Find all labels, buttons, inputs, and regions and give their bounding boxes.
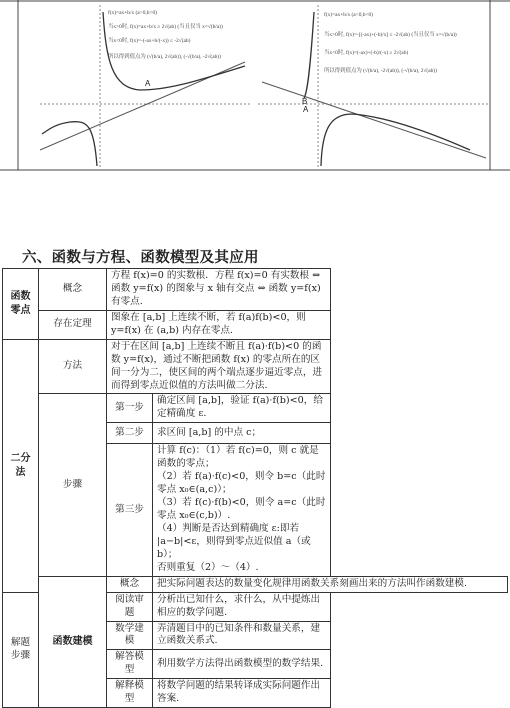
zero-theorem-text: 图象在 [a,b] 上连续不断，若 f(a)f(b)<0，则 y=f(x) 在 (a,b) 内存在零点. [107,310,331,339]
step3-label: 第三步 [107,444,153,576]
category-bisection: 二分法 [3,339,39,592]
right-graph [258,5,488,168]
table-row [3,269,508,311]
modeling-step-text: 分析出已知什么，求什么，从中提炼出相应的数学问题. [153,592,331,621]
step3-line: （4）判断是否达到精确度 ε:即若 |a−b|<ε，则得到零点近似值 a（或 b）； [157,522,311,560]
summary-table [2,268,508,708]
right-eq2: 当x>0时, f(x)=-[(-ax)+(-b)/x] ≤ -2√(ab) (当且仅当 x=√(b/a)) [324,32,457,38]
modeling-step-label: 数学建模 [107,621,153,650]
right-asymptote [262,82,486,158]
left-eq2: 当x>0时, f(x)=ax+b/x ≥ 2√(ab) (当且仅当 x=√(b/a)) [108,24,223,30]
left-curve-negative [42,122,97,166]
right-eq3: 当x<0时, f(x)=(-ax)+(-b)/(-x) ≥ 2√(ab) [324,50,409,56]
left-eq3: 当x<0时, f(x)=-(-ax+b/(-x)) ≤ -2√(ab) [108,38,191,44]
left-eq4: 所以得到值点为 (√(b/a), 2√(ab)), (-√(b/a), -2√(ab)) [108,54,221,60]
step2-label: 第二步 [107,423,153,444]
table-row [3,394,508,423]
modeling-steps-label: 解题步骤 [3,592,39,708]
modeling-step-text: 将数学问题的结果转译成实际问题作出答案. [153,679,331,708]
bisection-method-text: 对于在区间 [a,b] 上连续不断且 f(a)·f(b)<0 的函数 y=f(x)，通过不断把函数 f(x) 的零点所在的区间一分为二，使区间的两个端点逐步逼近零点，进而得到零点近似值的方法叫做二分法. [107,339,331,394]
right-point-a-label: A [303,105,309,114]
bisection-steps-label: 步骤 [39,394,107,576]
step1-label: 第一步 [107,394,153,423]
zero-theorem-label: 存在定理 [39,310,107,339]
left-eq1: f(x)=ax+b/x (a>0,b>0) [108,10,157,16]
graph-section [0,0,510,180]
modeling-concept-label: 概念 [107,576,153,592]
right-eq1: f(x)=ax+b/x (a<0,b<0) [324,12,373,18]
step3-line: （2）若 f(a)·f(c)<0，则令 b=c（此时零点 x₀∈(a,c)）； [157,471,326,496]
step1-text: 确定区间 [a,b]，验证 f(a)·f(b)<0，给定精确度 ε. [153,394,331,423]
right-point-b-label: B [302,97,308,106]
modeling-step-label: 解答模型 [107,650,153,679]
table-row [3,576,508,592]
step3-line: 计算 f(c)：（1）若 f(c)=0，则 c 就是函数的零点； [157,445,319,470]
step3-line: （3）若 f(c)·f(b)<0，则令 a=c（此时零点 x₀∈(c,b)）. [157,497,326,521]
step3-line: 否则重复（2）～（4）. [157,561,259,573]
bisection-method-label: 方法 [39,339,107,394]
modeling-concept-text: 把实际问题表达的数量变化规律用函数关系刻画出来的方法叫作函数建模. [153,576,508,592]
left-point-a-label: A [145,79,151,88]
right-curve-positive [321,114,470,166]
zero-concept-text: 方程 f(x)=0 的实数根．方程 f(x)=0 有实数根 ⇔ 函数 y=f(x) 的图象与 x 轴有交点 ⇔ 函数 y=f(x) 有零点. [107,269,331,311]
modeling-step-text: 弄清题目中的已知条件和数量关系，建立函数关系式. [153,621,331,650]
modeling-step-text: 利用数学方法得出函数模型的数学结果. [153,650,331,679]
function-graphs [0,0,510,180]
table-row [3,339,508,394]
category-modeling: 函数建模 [39,576,107,707]
category-zero: 函数零点 [3,269,39,340]
left-graph [40,5,252,168]
modeling-step-label: 阅读审题 [107,592,153,621]
table-row [3,310,508,339]
modeling-step-label: 解释模型 [107,679,153,708]
section-title: 六、函数与方程、函数模型及其应用 [22,250,259,266]
right-curve-negative [304,12,314,98]
right-eq4: 所以得到值点为 (√(b/a), -2√(ab)), (-√(b/a), 2√(ab)) [324,68,437,74]
zero-concept-label: 概念 [39,269,107,311]
step2-text: 求区间 [a,b] 的中点 c； [153,423,331,444]
step3-text [153,444,331,576]
